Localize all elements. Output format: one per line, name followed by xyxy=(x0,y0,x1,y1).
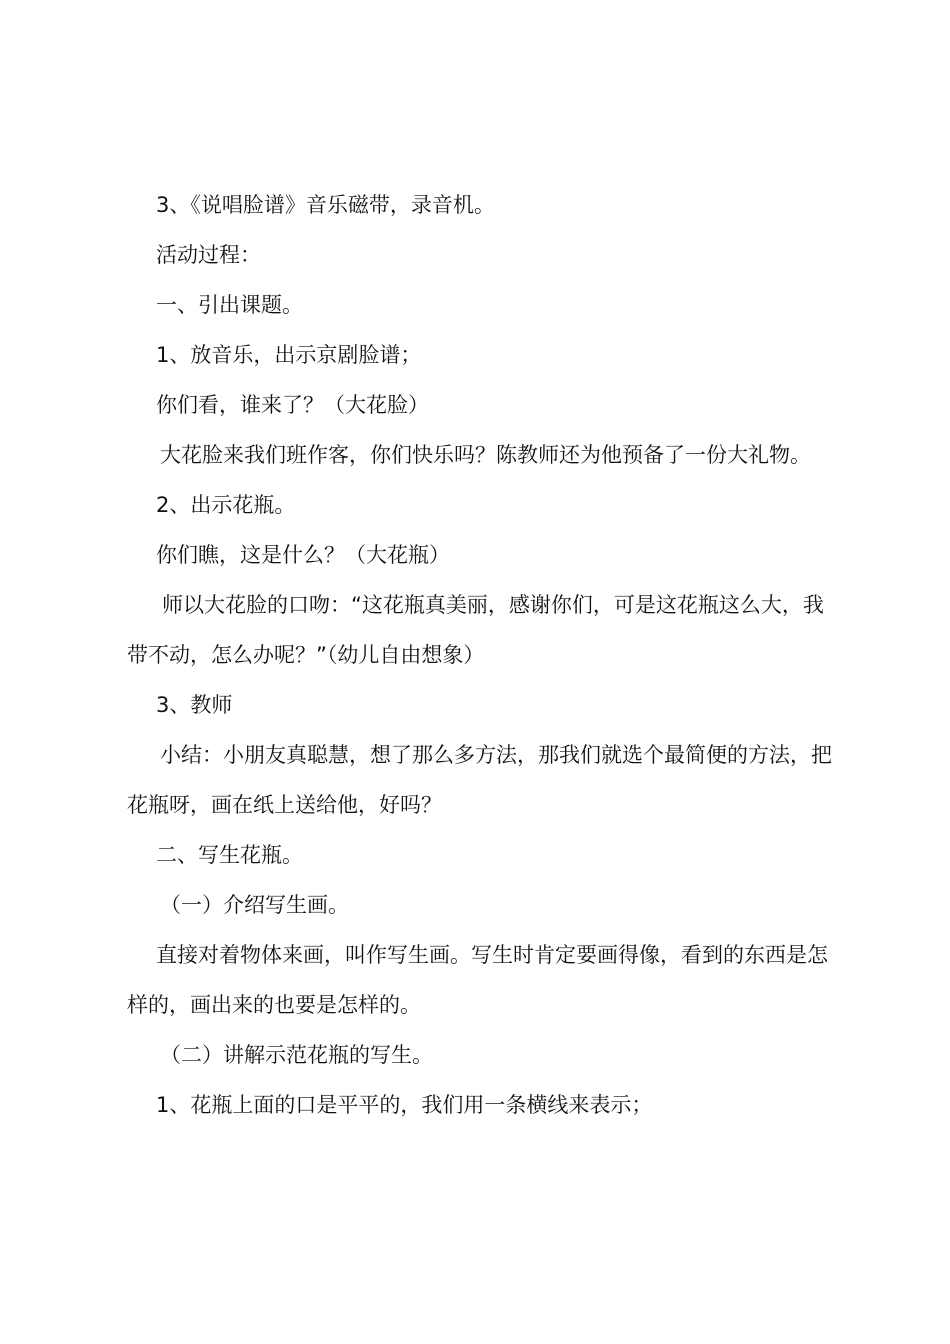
heading-sketch-vase: 二、写生花瓶。 xyxy=(156,843,303,867)
paragraph-activity-process: 活动过程： xyxy=(156,243,261,267)
paragraph-step-2: 2、出示花瓶。 xyxy=(156,493,296,517)
paragraph-materials: 3、《说唱脸谱》音乐磁带，录音机。 xyxy=(156,193,495,217)
document-body xyxy=(127,180,833,1130)
paragraph-step-3: 3、教师 xyxy=(156,693,233,717)
paragraph-teacher-voice: 师以大花脸的口吻：“这花瓶真美丽，感谢你们，可是这花瓶这么大，我带不动，怎么办呢？”（幼儿自由想象） xyxy=(127,593,824,667)
paragraph-question-what: 你们瞧，这是什么？（大花瓶） xyxy=(156,543,450,567)
subheading-demo-sketch: （二）讲解示范花瓶的写生。 xyxy=(160,1043,433,1067)
subheading-intro-sketch: （一）介绍写生画。 xyxy=(160,893,349,917)
paragraph-sketch-definition: 直接对着物体来画，叫作写生画。写生时肯定要画得像，看到的东西是怎样的，画出来的也要是怎样的。 xyxy=(127,943,828,1017)
paragraph-step-1: 1、放音乐，出示京剧脸谱； xyxy=(156,343,422,367)
paragraph-big-face-guest: 大花脸来我们班作客，你们快乐吗？陈教师还为他预备了一份大礼物。 xyxy=(160,443,811,467)
paragraph-vase-mouth: 1、花瓶上面的口是平平的，我们用一条横线来表示； xyxy=(156,1093,653,1117)
paragraph-question-who: 你们看，谁来了？（大花脸） xyxy=(156,393,429,417)
heading-introduce-topic: 一、引出课题。 xyxy=(156,293,303,317)
paragraph-summary: 小结：小朋友真聪慧，想了那么多方法，那我们就选个最简便的方法，把花瓶呀，画在纸上送给他，好吗？ xyxy=(127,743,832,817)
